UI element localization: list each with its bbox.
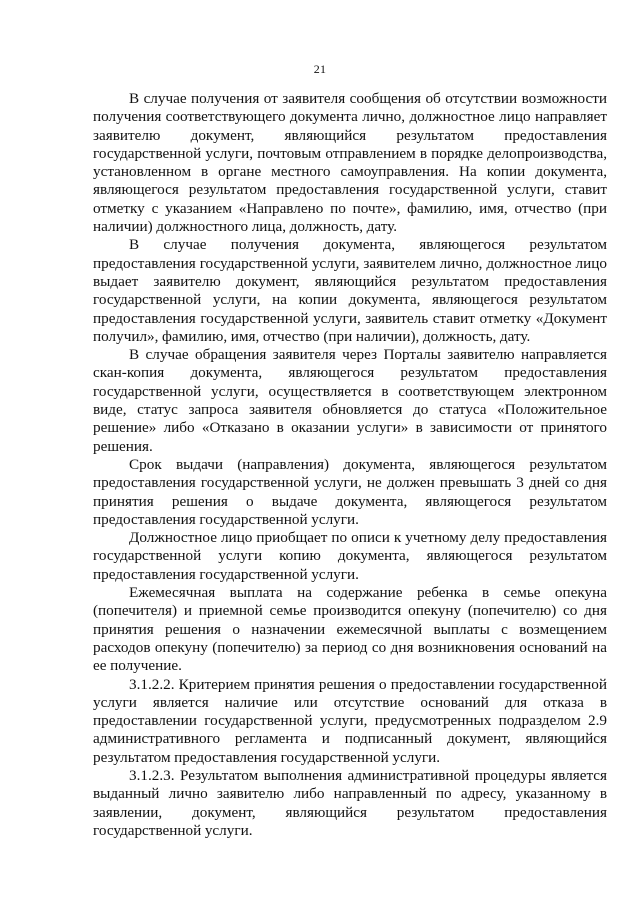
document-body [93, 90, 607, 840]
paragraph-decision-criterion: 3.1.2.2. Критерием принятия решения о предоставлении государственной услуги является наличие или отсутствие оснований для отказа в предоставлении государственной услуги, предусмотренных подразделом 2.9 административного регламента и подписанный документ, являющийся результатом предоставления государственной услуги. [93, 675, 607, 766]
page-number: 21 [313, 62, 327, 76]
paragraph-case-file: Должностное лицо приобщает по описи к учетному делу предоставления государственной услуги копию документа, являющегося результатом предоставления государственной услуги. [93, 529, 607, 583]
paragraph-postal-delivery: В случае получения от заявителя сообщения об отсутствии возможности получения соответствующего документа лично, должностное лицо направляет заявителю документ, являющийся результатом предоставления государственной услуги, почтовым отправлением в порядке делопроизводства, установленном в органе местного самоуправления. На копии документа, являющегося результатом предоставления государственной услуги, ставит отметку с указанием «Направлено по почте», фамилию, имя, отчество (при наличии) должностного лица, должность, дату. [93, 90, 607, 236]
paragraph-personal-receipt: В случае получения документа, являющегося результатом предоставления государственной услуги, заявителем лично, должностное лицо выдает заявителю документ, являющийся результатом предоставления государственной услуги, на копии документа, являющегося результатом предоставления государственной услуги, заявитель ставит отметку «Документ получил», фамилию, имя, отчество (при наличии), должность, дату. [93, 236, 607, 345]
paragraph-portal-request: В случае обращения заявителя через Порталы заявителю направляется скан-копия документа, являющегося результатом предоставления государственной услуги, осуществляется в соответствующем электронном виде, статус запроса заявителя обновляется до статуса «Положительное решение» либо «Отказано в оказании услуги» в зависимости от принятого решения. [93, 346, 607, 455]
paragraph-monthly-payment: Ежемесячная выплата на содержание ребенка в семье опекуна (попечителя) и приемной семье производится опекуну (попечителю) со дня принятия решения о назначении ежемесячной выплаты с возмещением расходов опекуну (попечителю) за период со дня возникновения оснований на ее получение. [93, 584, 607, 675]
paragraph-issue-deadline: Срок выдачи (направления) документа, являющегося результатом предоставления государственной услуги, не должен превышать 3 дней со дня принятия решения о выдаче документа, являющегося результатом предоставления государственной услуги. [93, 455, 607, 528]
paragraph-procedure-result: 3.1.2.3. Результатом выполнения административной процедуры является выданный лично заявителю либо направленный по адресу, указанному в заявлении, документ, являющийся результатом предоставления государственной услуги. [93, 766, 607, 839]
